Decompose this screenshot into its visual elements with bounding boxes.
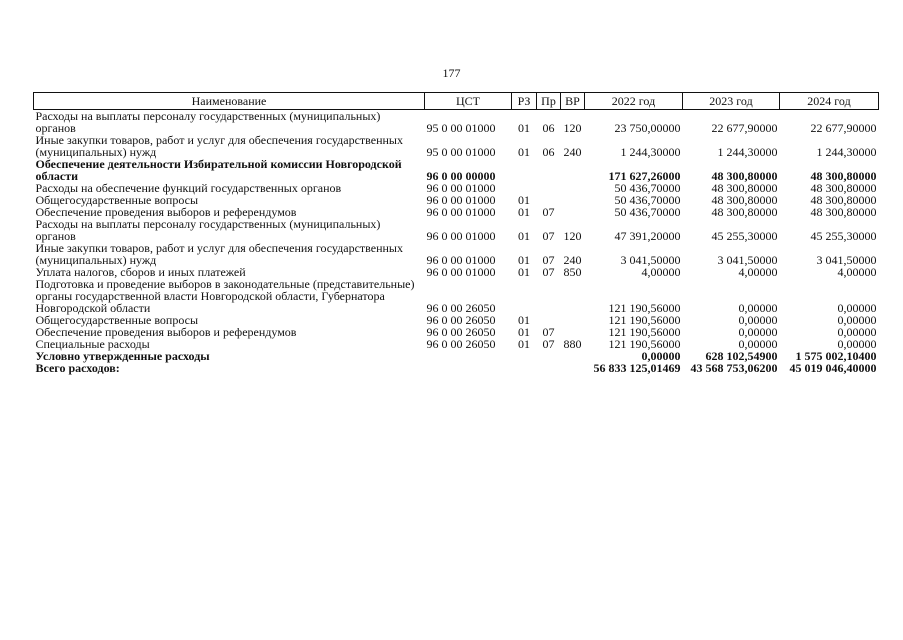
cell-pr <box>537 350 561 362</box>
cell-2022: 56 833 125,01469 <box>593 361 681 375</box>
cell-2023: 0,00000 <box>738 325 778 339</box>
cell-pr <box>537 362 561 374</box>
cell-2024: 48 300,80000 <box>810 193 877 207</box>
cell-rz <box>512 278 537 314</box>
cell-rz: 01 <box>518 337 530 351</box>
cell-2023: 48 300,80000 <box>711 169 778 183</box>
cell-2024: 0,00000 <box>837 301 877 315</box>
cell-2024: 22 677,90000 <box>810 121 877 135</box>
header-2024: 2024 год <box>780 93 879 110</box>
cell-2022: 121 190,56000 <box>608 325 681 339</box>
header-pr: Пр <box>537 93 561 110</box>
cell-2024: 1 244,30000 <box>816 145 877 159</box>
cell-name: Обеспечение проведения выборов и референдумов <box>35 205 297 219</box>
cell-rz: 01 <box>518 193 530 207</box>
cell-name: Уплата налогов, сборов и иных платежей <box>35 265 246 279</box>
cell-2024: 4,00000 <box>837 265 877 279</box>
cell-2022: 23 750,00000 <box>614 121 681 135</box>
cell-pr: 07 <box>542 325 555 339</box>
cell-rz: 01 <box>518 121 530 135</box>
cell-rz: 01 <box>518 145 530 159</box>
cell-name: Специальные расходы <box>35 337 150 351</box>
cell-2023: 48 300,80000 <box>711 205 778 219</box>
cell-cst: 96 0 00 01000 <box>426 265 496 279</box>
cell-cst: 96 0 00 01000 <box>426 229 496 243</box>
cell-vr <box>561 278 585 314</box>
table-row <box>34 134 879 158</box>
cell-2023: 628 102,54900 <box>705 349 778 363</box>
header-name: Наименование <box>34 93 425 110</box>
cell-name: Иные закупки товаров, работ и услуг для обеспечения государственных (муниципальных) нужд <box>35 241 403 267</box>
cell-2022: 47 391,20000 <box>614 229 681 243</box>
cell-name: Подготовка и проведение выборов в законодательные (представительные) органы государственной власти Новгородской области, Губернатора Новгородской области <box>35 277 415 315</box>
cell-rz: 01 <box>518 325 530 339</box>
cell-rz: 01 <box>518 229 530 243</box>
cell-2023: 45 255,30000 <box>711 229 778 243</box>
cell-name: Расходы на выплаты персоналу государственных (муниципальных) органов <box>35 217 381 243</box>
table-row <box>34 242 879 266</box>
cell-2023: 1 244,30000 <box>717 145 778 159</box>
table-header-row <box>34 93 879 110</box>
cell-cst: 95 0 00 01000 <box>426 145 496 159</box>
cell-2022: 4,00000 <box>641 265 681 279</box>
cell-2022: 121 190,56000 <box>608 337 681 351</box>
cell-vr <box>561 158 585 182</box>
cell-rz: 01 <box>518 265 530 279</box>
cell-pr: 06 <box>542 145 555 159</box>
cell-cst <box>425 350 512 362</box>
cell-2023: 0,00000 <box>738 337 778 351</box>
cell-cst: 95 0 00 01000 <box>426 121 496 135</box>
cell-2023: 48 300,80000 <box>711 193 778 207</box>
cell-2024: 0,00000 <box>837 313 877 327</box>
cell-rz <box>512 350 537 362</box>
cell-2022: 50 436,70000 <box>614 193 681 207</box>
cell-pr <box>537 182 561 194</box>
cell-vr <box>561 362 585 374</box>
header-cst: ЦСТ <box>425 93 512 110</box>
cell-pr: 07 <box>542 205 555 219</box>
cell-vr <box>561 206 585 218</box>
cell-pr: 07 <box>542 229 555 243</box>
cell-cst: 96 0 00 01000 <box>426 253 496 267</box>
table-row <box>34 110 879 135</box>
table-row <box>34 158 879 182</box>
cell-2023: 43 568 753,06200 <box>690 361 778 375</box>
cell-2022: 50 436,70000 <box>614 205 681 219</box>
cell-name: Общегосударственные вопросы <box>35 193 199 207</box>
cell-2022: 50 436,70000 <box>614 181 681 195</box>
cell-2024: 0,00000 <box>837 325 877 339</box>
cell-vr <box>561 182 585 194</box>
cell-cst: 96 0 00 01000 <box>426 181 496 195</box>
cell-2023: 0,00000 <box>738 313 778 327</box>
cell-rz <box>512 158 537 182</box>
cell-pr <box>537 278 561 314</box>
cell-pr: 06 <box>542 121 555 135</box>
cell-pr <box>537 158 561 182</box>
cell-2023: 48 300,80000 <box>711 181 778 195</box>
page-number: 177 <box>442 66 461 80</box>
cell-2022: 121 190,56000 <box>608 313 681 327</box>
cell-2024: 0,00000 <box>837 337 877 351</box>
cell-2022: 171 627,26000 <box>608 169 681 183</box>
cell-2024: 45 019 046,40000 <box>789 361 877 375</box>
header-2023: 2023 год <box>683 93 780 110</box>
cell-cst: 96 0 00 01000 <box>426 205 496 219</box>
cell-cst <box>425 362 512 374</box>
table-row <box>34 278 879 314</box>
cell-rz: 01 <box>518 253 530 267</box>
cell-2024: 48 300,80000 <box>810 181 877 195</box>
cell-2024: 1 575 002,10400 <box>795 349 877 363</box>
cell-cst: 96 0 00 26050 <box>426 325 496 339</box>
cell-2022: 121 190,56000 <box>608 301 681 315</box>
cell-name: Общегосударственные вопросы <box>35 313 199 327</box>
cell-2022: 0,00000 <box>641 349 681 363</box>
cell-vr: 240 <box>563 145 582 159</box>
header-vr: ВР <box>561 93 585 110</box>
cell-name: Обеспечение деятельности Избирательной комиссии Новгородской области <box>35 157 402 183</box>
cell-2023: 3 041,50000 <box>717 253 778 267</box>
cell-cst: 96 0 00 26050 <box>426 337 496 351</box>
header-rz: РЗ <box>512 93 537 110</box>
cell-vr: 880 <box>563 337 582 351</box>
cell-vr: 850 <box>563 265 582 279</box>
cell-2023: 22 677,90000 <box>711 121 778 135</box>
cell-cst: 96 0 00 01000 <box>426 193 496 207</box>
cell-pr: 07 <box>542 253 555 267</box>
cell-vr <box>561 350 585 362</box>
cell-vr <box>561 194 585 206</box>
cell-name: Расходы на обеспечение функций государственных органов <box>35 181 342 195</box>
cell-vr <box>561 314 585 326</box>
cell-2023: 0,00000 <box>738 301 778 315</box>
cell-rz: 01 <box>518 313 530 327</box>
table-row <box>34 218 879 242</box>
cell-name: Обеспечение проведения выборов и референдумов <box>35 325 297 339</box>
cell-2023: 4,00000 <box>738 265 778 279</box>
cell-name: Расходы на выплаты персоналу государственных (муниципальных) органов <box>35 109 381 135</box>
cell-2022: 3 041,50000 <box>620 253 681 267</box>
cell-cst: 96 0 00 00000 <box>426 169 496 183</box>
header-2022: 2022 год <box>585 93 683 110</box>
cell-2024: 45 255,30000 <box>810 229 877 243</box>
cell-vr: 120 <box>563 121 582 135</box>
table-body <box>34 110 879 375</box>
cell-name: Всего расходов: <box>35 361 120 375</box>
cell-2024: 48 300,80000 <box>810 169 877 183</box>
cell-2024: 3 041,50000 <box>816 253 877 267</box>
cell-2024: 48 300,80000 <box>810 205 877 219</box>
cell-pr: 07 <box>542 337 555 351</box>
cell-name: Иные закупки товаров, работ и услуг для обеспечения государственных (муниципальных) нужд <box>35 133 403 159</box>
cell-cst: 96 0 00 26050 <box>426 313 496 327</box>
cell-rz: 01 <box>518 205 530 219</box>
cell-rz <box>512 362 537 374</box>
cell-cst: 96 0 00 26050 <box>426 301 496 315</box>
cell-vr: 240 <box>563 253 582 267</box>
table-row <box>34 362 879 374</box>
cell-pr: 07 <box>542 265 555 279</box>
cell-name: Условно утвержденные расходы <box>35 349 210 363</box>
budget-table <box>33 92 879 374</box>
cell-2022: 1 244,30000 <box>620 145 681 159</box>
cell-vr: 120 <box>563 229 582 243</box>
